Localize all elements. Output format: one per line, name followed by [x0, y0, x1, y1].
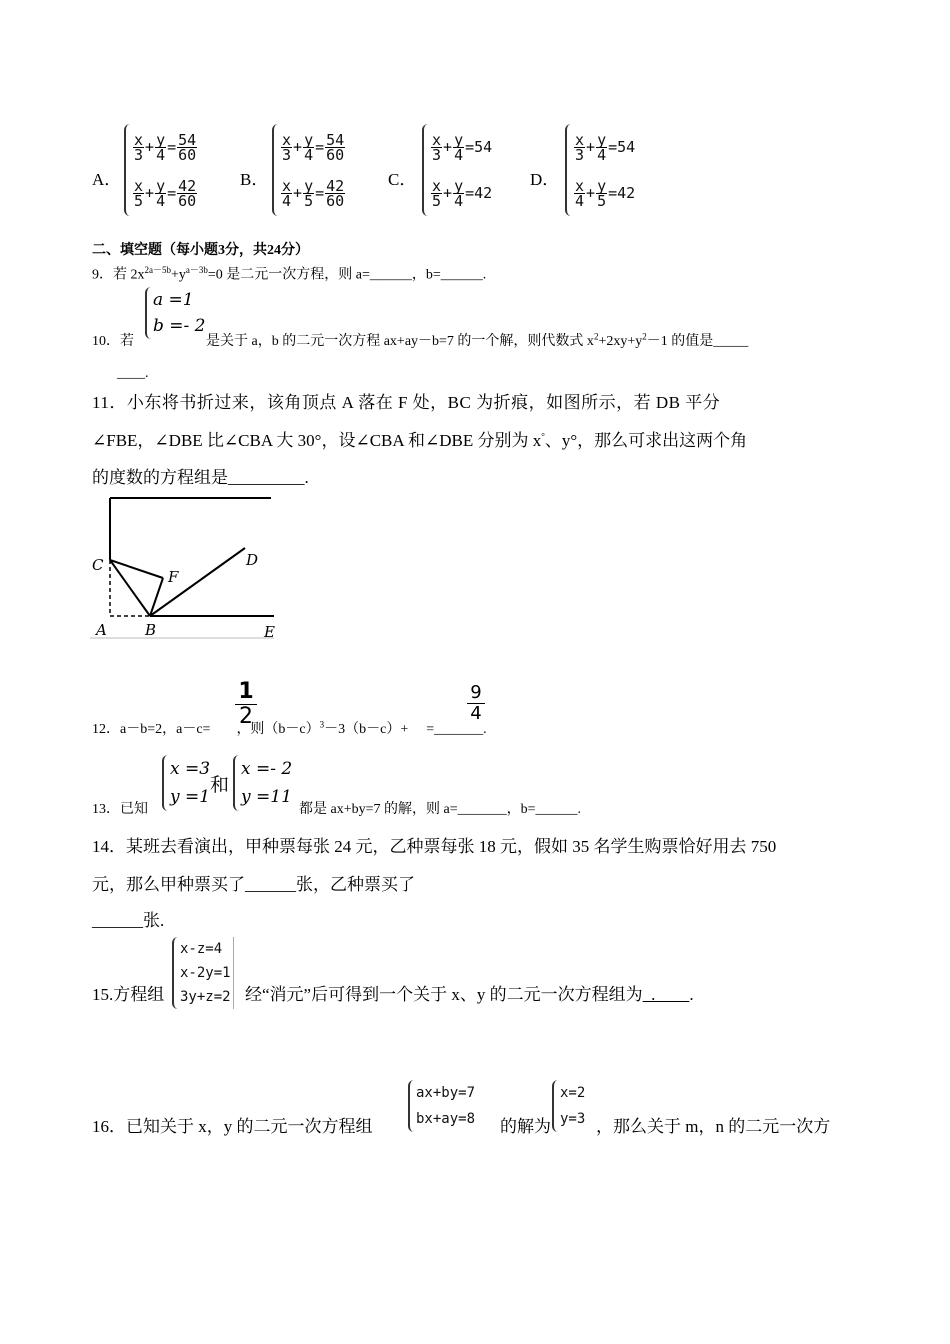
question-11-line2: ∠FBE，∠DBE 比∠CBA 大 30°，设∠CBA 和∠DBE 分别为 x°、y°，那么可求出这两个角	[92, 431, 748, 450]
option-d-label: D．	[530, 170, 560, 189]
question-12: 12．a－b=2，a－c= ，则$(b-c)^3-3(b-c)+$ =_______.	[92, 719, 487, 737]
question-16-prefix: 16．已知关于 x，y 的二元一次方程组	[92, 1117, 373, 1136]
question-10-line2: ____.	[117, 366, 149, 381]
question-16: ，那么关于 m，n 的二元一次方	[596, 1117, 831, 1136]
question-16-mid: 的解为	[500, 1117, 551, 1136]
option-a-label: A．	[92, 170, 122, 189]
label-a: A	[96, 621, 107, 639]
question-11-line1: 11．小东将书折过来，该角顶点 A 落在 F 处，BC 为折痕，如图所示，若 DB 平分	[92, 393, 721, 412]
question-14-line2: 元，那么甲种票买了______张，乙种票买了	[92, 875, 415, 894]
option-b-label: B．	[240, 170, 269, 189]
q12-fraction-2: 9 4	[467, 683, 485, 724]
option-c-system: x 3 + $\frac{y}{4}$ =54 x 5 + $\frac{y}{4}$ =42	[422, 124, 492, 216]
question-10: 10．若 是关于 a，b 的二元一次方程 ax+ay－b=7 的一个解，则代数式 $x^2+2xy+y^2-1$ 的值是_____	[92, 331, 749, 349]
label-d: D	[246, 551, 259, 569]
question-14-line3: ______张.	[92, 911, 165, 930]
segment-cf	[110, 560, 163, 578]
question-15: 经“消元”后可得到一个关于 x、y 的二元一次方程组为 . .	[245, 985, 694, 1004]
q15-system: x-z=4 x-2y=1 3y+z=2	[172, 937, 234, 1009]
option-a-system: x 3 + y 4 = 54 60 x 5 + y 4 = 42 60	[124, 124, 198, 216]
q13-and: 和	[210, 774, 230, 796]
option-c-label: C．	[388, 170, 417, 189]
crease-bc	[110, 560, 150, 616]
label-b: B	[145, 621, 157, 639]
q13-system-2: x =- 2 y =11	[233, 755, 292, 811]
label-f: F	[168, 568, 179, 586]
segment-bd	[150, 548, 245, 616]
q10-system: a =1 b =- 2	[145, 287, 206, 339]
q16-solution: x=2 y=3	[552, 1080, 585, 1132]
option-b-system: x 3 + y 4 = 54 60 x 4 + y 5 = 42 60	[272, 124, 346, 216]
question-11-line3: 的度数的方程组是_________.	[92, 468, 309, 487]
option-d-system: x 3 + $\frac{y}{4}$ =54 x 4 + $\frac{y}{5}$ =42	[565, 124, 635, 216]
q16-system: ax+by=7 bx+ay=8	[408, 1080, 475, 1132]
question-15-prefix: 15.方程组	[92, 985, 165, 1004]
section-title: 二、填空题（每小题3分，共24分）	[92, 243, 309, 258]
fold-figure	[88, 490, 288, 645]
question-9: 9．若 $2x^{2a-5b}+y^{a-3b}=0$ 是二元一次方程，则 a=______，b=______.	[92, 265, 487, 283]
label-c: C	[92, 556, 104, 574]
question-13: 都是 ax+by=7 的解，则 a=_______，b=______.	[299, 802, 582, 817]
question-13-prefix: 13．已知	[92, 802, 148, 817]
label-e: E	[264, 623, 275, 641]
q12-fraction-1: 1 2	[235, 680, 257, 729]
q13-system-1: x =3 y =1	[162, 755, 210, 811]
question-14-line1: 14．某班去看演出，甲种票每张 24 元，乙种票每张 18 元，假如 35 名学生购票恰好用去 750	[92, 837, 777, 856]
